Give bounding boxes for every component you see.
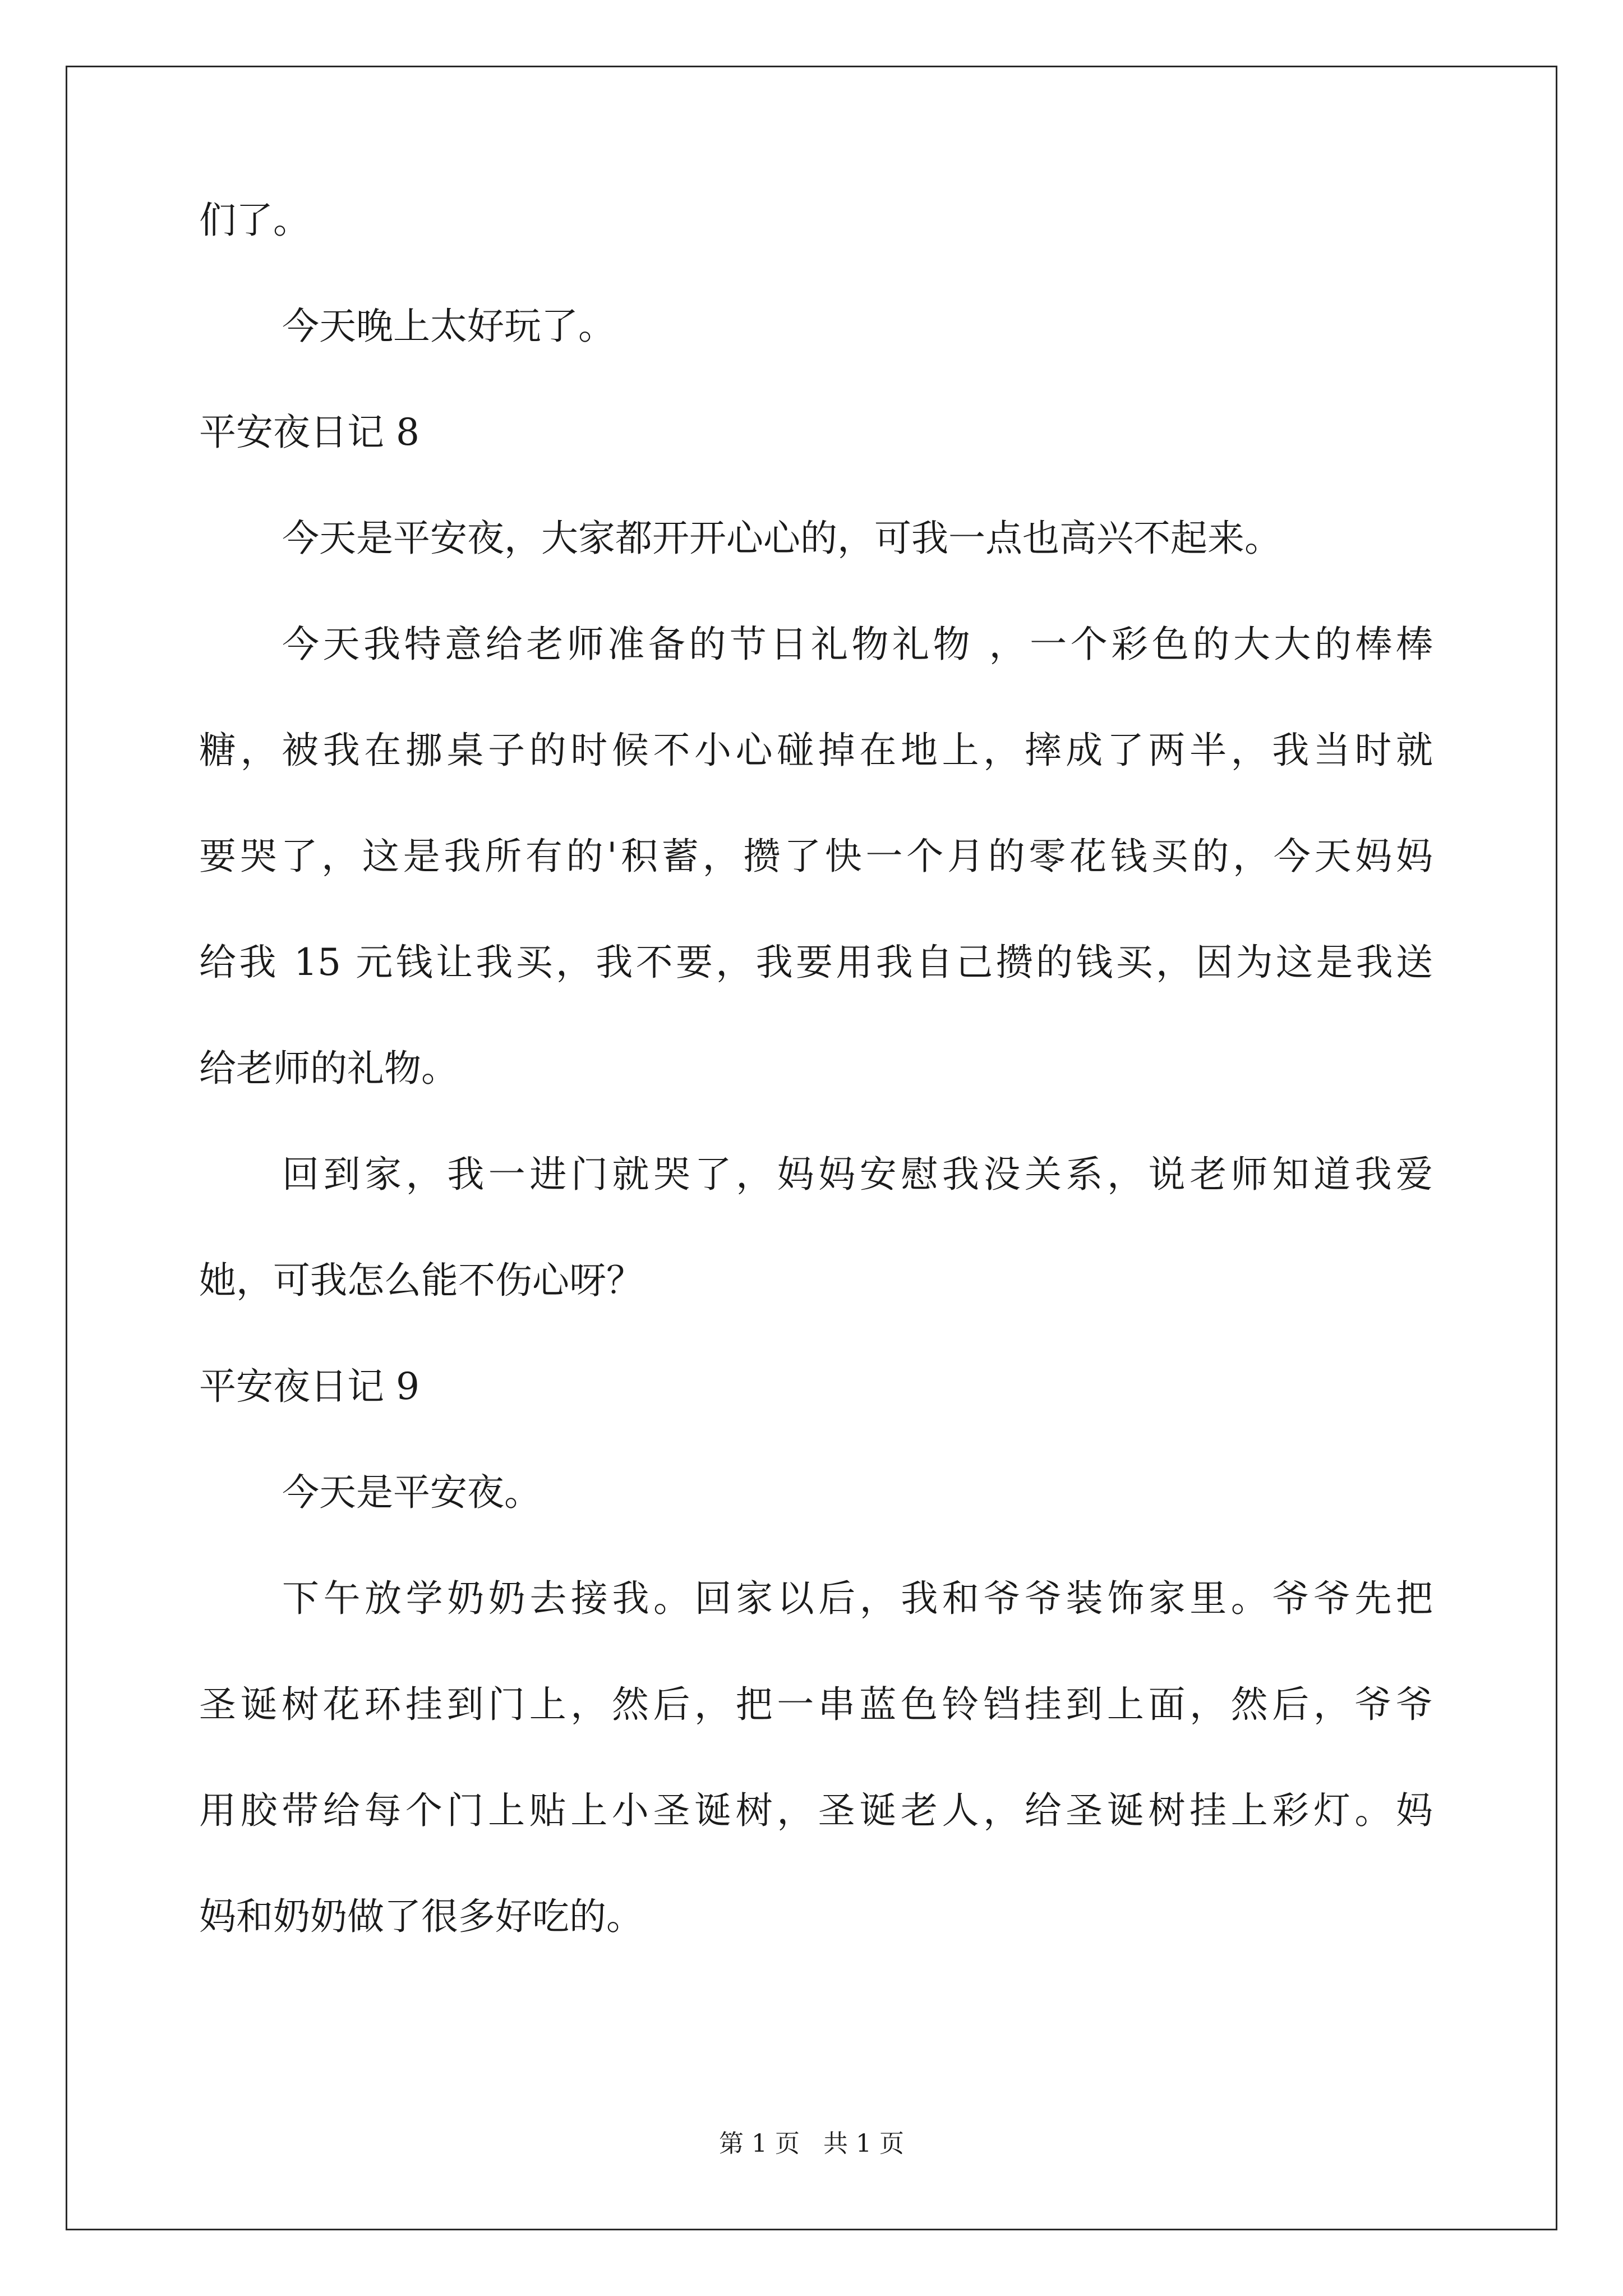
text-line: 用胶带给每个门上贴上小圣诞树，圣诞老人，给圣诞树挂上彩灯。妈 <box>199 1789 1433 1832</box>
text-line: 给老师的礼物。 <box>199 1047 458 1090</box>
section-heading: 平安夜日记 9 <box>199 1365 419 1408</box>
section-heading: 平安夜日记 8 <box>199 411 419 454</box>
text-line: 今天是平安夜。 <box>282 1471 541 1514</box>
text-line: 下午放学奶奶去接我。回家以后，我和爷爷装饰家里。爷爷先把 <box>282 1577 1433 1620</box>
text-line: 她，可我怎么能不伤心呀？ <box>199 1259 643 1302</box>
text-line: 糖，被我在挪桌子的时候不小心碰掉在地上，摔成了两半，我当时就 <box>199 729 1433 772</box>
text-line: 今天晚上太好玩了。 <box>282 305 615 348</box>
text-line: 要哭了，这是我所有的'积蓄，攒了快一个月的零花钱买的，今天妈妈 <box>199 835 1433 878</box>
page-footer: 第 1 页 共 1 页 <box>719 2129 904 2158</box>
text-line: 回到家，我一进门就哭了，妈妈安慰我没关系，说老师知道我爱 <box>282 1153 1433 1196</box>
text-line: 今天是平安夜，大家都开开心心的，可我一点也高兴不起来。 <box>282 517 1281 560</box>
text-line: 妈和奶奶做了很多好吃的。 <box>199 1895 643 1938</box>
text-line: 圣诞树花环挂到门上，然后，把一串蓝色铃铛挂到上面，然后，爷爷 <box>199 1683 1433 1726</box>
text-line: 们了。 <box>199 199 310 242</box>
text-line: 今天我特意给老师准备的节日礼物礼物 ，一个彩色的大大的棒棒 <box>282 623 1433 666</box>
text-line: 给我 15 元钱让我买，我不要，我要用我自己攒的钱买，因为这是我送 <box>199 941 1433 984</box>
